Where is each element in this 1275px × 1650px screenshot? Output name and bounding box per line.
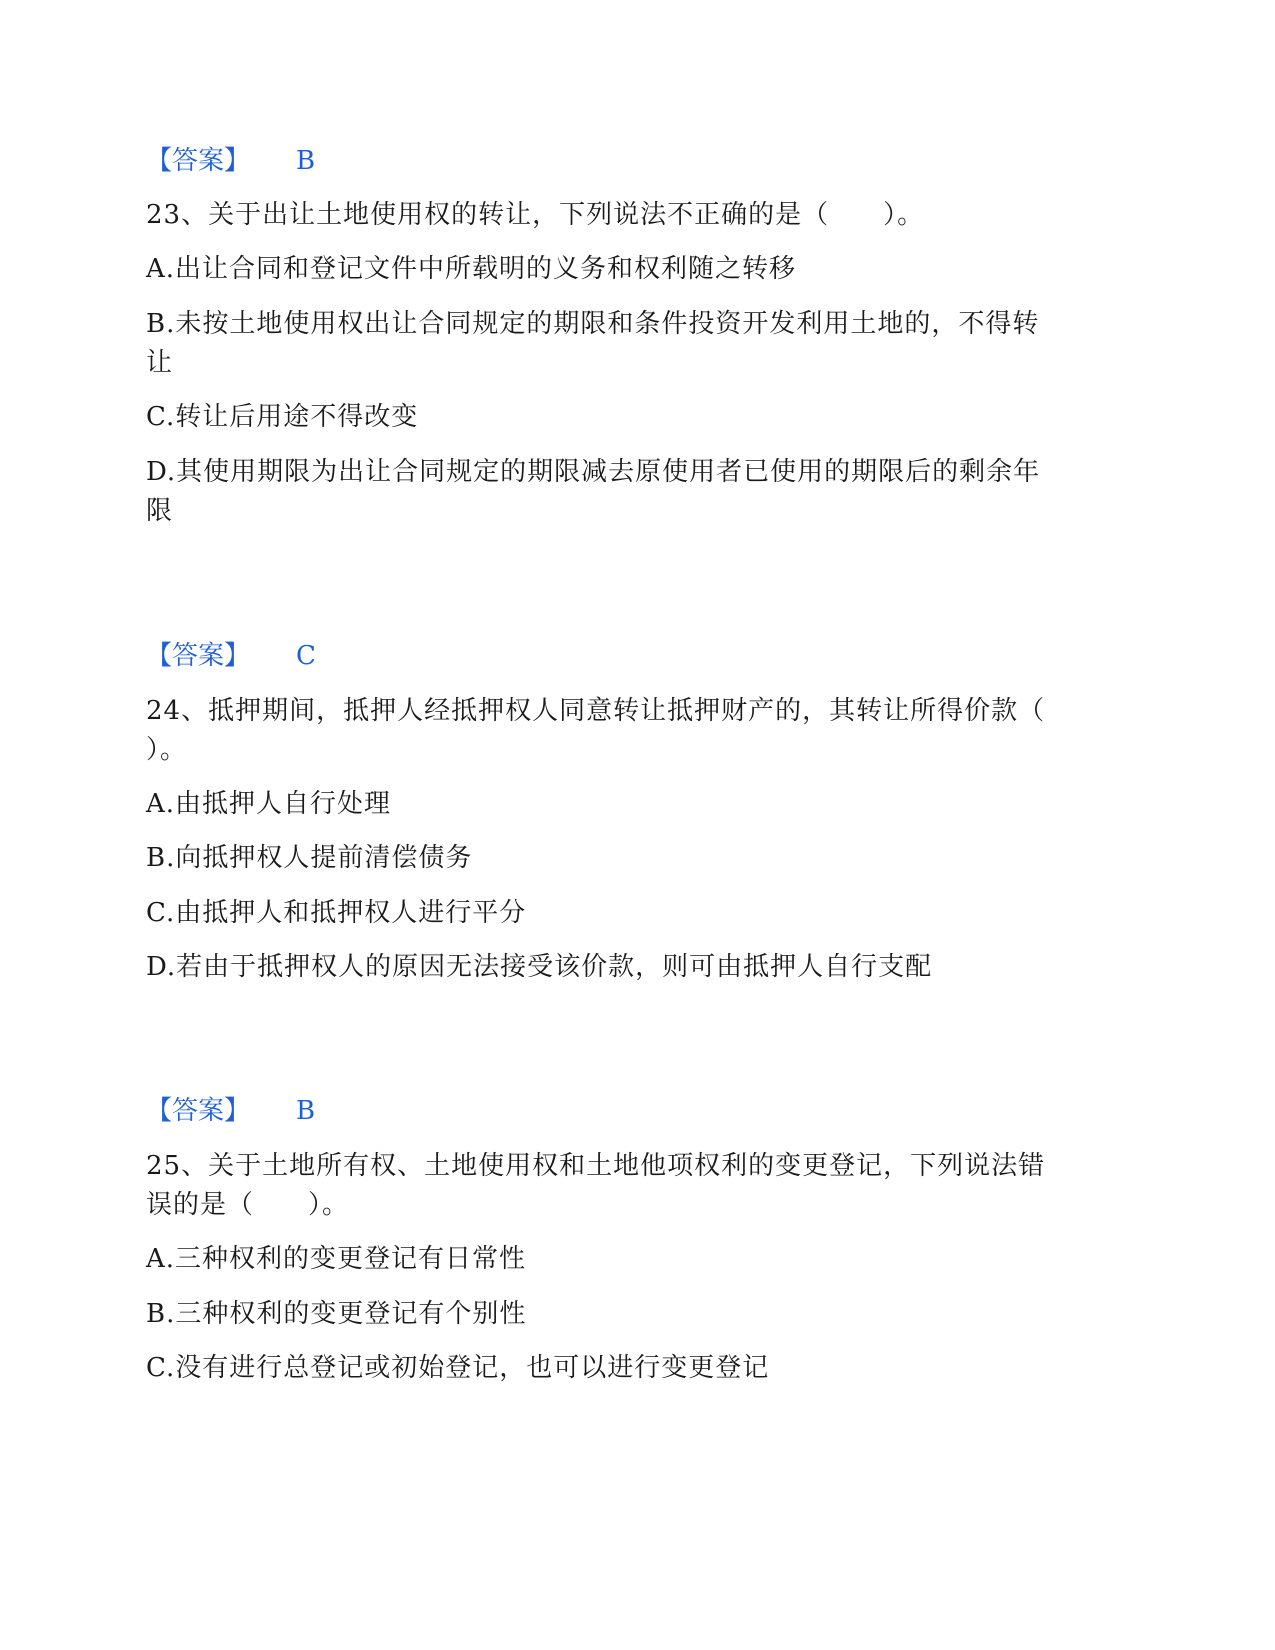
question-text: 25、关于土地所有权、土地使用权和土地他项权利的变更登记，下列说法错 <box>146 1151 1046 1181</box>
option-c: C.没有进行总登记或初始登记，也可以进行变更登记 <box>146 1353 770 1383</box>
option-a: A.三种权利的变更登记有日常性 <box>146 1244 527 1274</box>
option-b: B.向抵押权人提前清偿债务 <box>146 843 473 873</box>
option-d: D.其使用期限为出让合同规定的期限减去原使用者已使用的期限后的剩余年 <box>146 457 1041 487</box>
question-text: 24、抵押期间，抵押人经抵押权人同意转让抵押财产的，其转让所得价款（ <box>146 696 1046 726</box>
answer-value: B <box>296 146 316 176</box>
option-d-continued: 限 <box>146 496 174 526</box>
option-a: A.出让合同和登记文件中所载明的义务和权利随之转移 <box>146 254 797 284</box>
answer-label: 【答案】 <box>146 641 251 671</box>
answer-line <box>146 1092 315 1130</box>
answer-value: C <box>296 641 316 671</box>
option-b-continued: 让 <box>146 348 174 378</box>
option-c: C.转让后用途不得改变 <box>146 402 419 432</box>
question-text: 23、关于出让土地使用权的转让，下列说法不正确的是（ ）。 <box>146 200 925 230</box>
answer-value: B <box>296 1096 316 1126</box>
answer-label: 【答案】 <box>146 146 251 176</box>
answer-label: 【答案】 <box>146 1096 251 1126</box>
option-b: B.未按土地使用权出让合同规定的期限和条件投资开发利用土地的，不得转 <box>146 309 1040 339</box>
option-b: B.三种权利的变更登记有个别性 <box>146 1299 527 1329</box>
answer-line <box>146 142 315 180</box>
question-text-continued: ）。 <box>146 735 188 765</box>
option-c: C.由抵押人和抵押权人进行平分 <box>146 898 527 928</box>
option-d: D.若由于抵押权人的原因无法接受该价款，则可由抵押人自行支配 <box>146 952 933 982</box>
question-text-continued: 误的是（ ）。 <box>146 1190 350 1220</box>
option-a: A.由抵押人自行处理 <box>146 789 392 819</box>
answer-line <box>146 637 316 675</box>
